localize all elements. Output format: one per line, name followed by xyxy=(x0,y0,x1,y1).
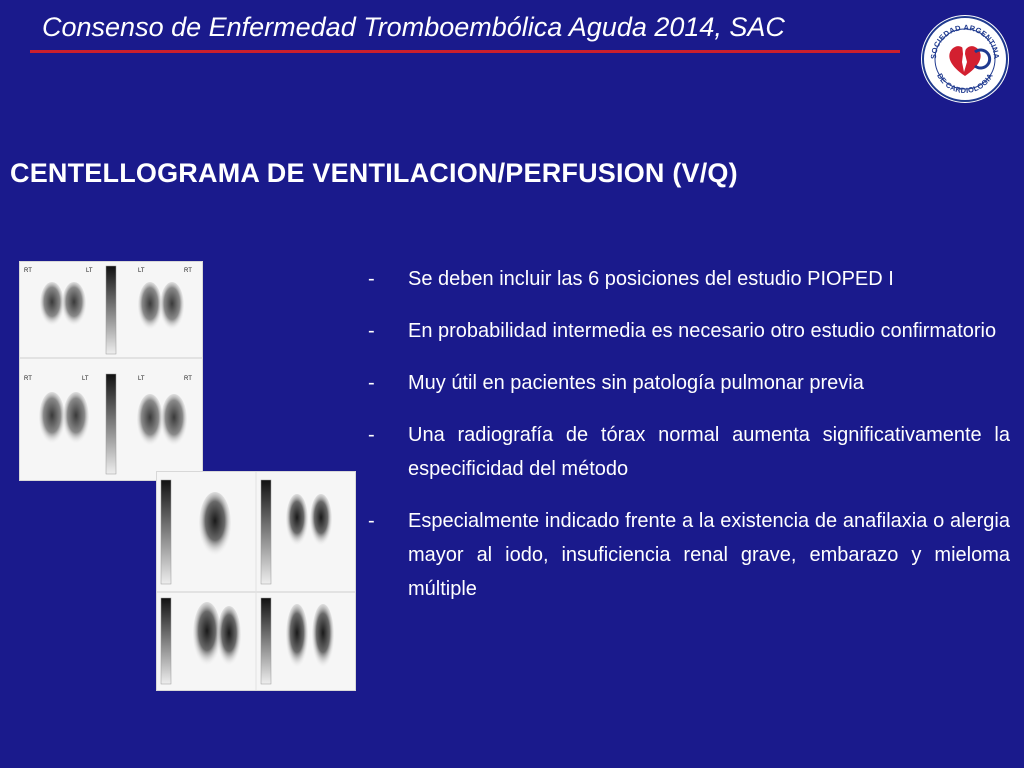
logo-top-text: SOCIEDAD ARGENTINA xyxy=(928,22,1002,60)
bullet-dash: - xyxy=(368,510,375,532)
bullet-text: Se deben incluir las 6 posiciones del estudio PIOPED I xyxy=(408,268,894,290)
sac-logo xyxy=(920,14,1010,104)
list-item xyxy=(364,366,1010,400)
presentation-title: Consenso de Enfermedad Tromboembólica Aguda 2014, SAC xyxy=(42,12,785,42)
logo-bottom-text: DE CARDIOLOGIA xyxy=(935,71,995,96)
slide-title: CENTELLOGRAMA DE VENTILACION/PERFUSION (V/Q) xyxy=(10,158,738,188)
bullet-list xyxy=(364,262,1010,624)
scan-label: LT xyxy=(82,376,89,382)
scan-label: RT xyxy=(184,376,192,382)
scan-label: RT xyxy=(24,268,32,274)
list-item xyxy=(364,314,1010,348)
bullet-text: Una radiografía de tórax normal aumenta significativamente la especificidad del método xyxy=(408,424,1010,480)
perfusion-scan-image xyxy=(157,472,355,690)
bullet-dash: - xyxy=(368,372,375,394)
scan-label: RT xyxy=(24,376,32,382)
bullet-text: En probabilidad intermedia es necesario otro estudio confirmatorio xyxy=(408,320,997,342)
scan-label: RT xyxy=(184,268,192,274)
list-item xyxy=(364,504,1010,606)
list-item xyxy=(364,262,1010,296)
header-divider xyxy=(30,50,900,53)
ventilation-scan-image xyxy=(20,262,202,480)
scan-label: LT xyxy=(138,268,145,274)
list-item xyxy=(364,418,1010,486)
bullet-text: Muy útil en pacientes sin patología pulmonar previa xyxy=(408,372,864,394)
bullet-dash: - xyxy=(368,424,375,446)
scan-label: LT xyxy=(138,376,145,382)
bullet-text: Especialmente indicado frente a la existencia de anafilaxia o alergia mayor al iodo, insuficiencia renal grave, embarazo y mieloma múltiple xyxy=(408,510,1010,600)
bullet-dash: - xyxy=(368,320,375,342)
bullet-dash: - xyxy=(368,268,375,290)
scan-label: LT xyxy=(86,268,93,274)
